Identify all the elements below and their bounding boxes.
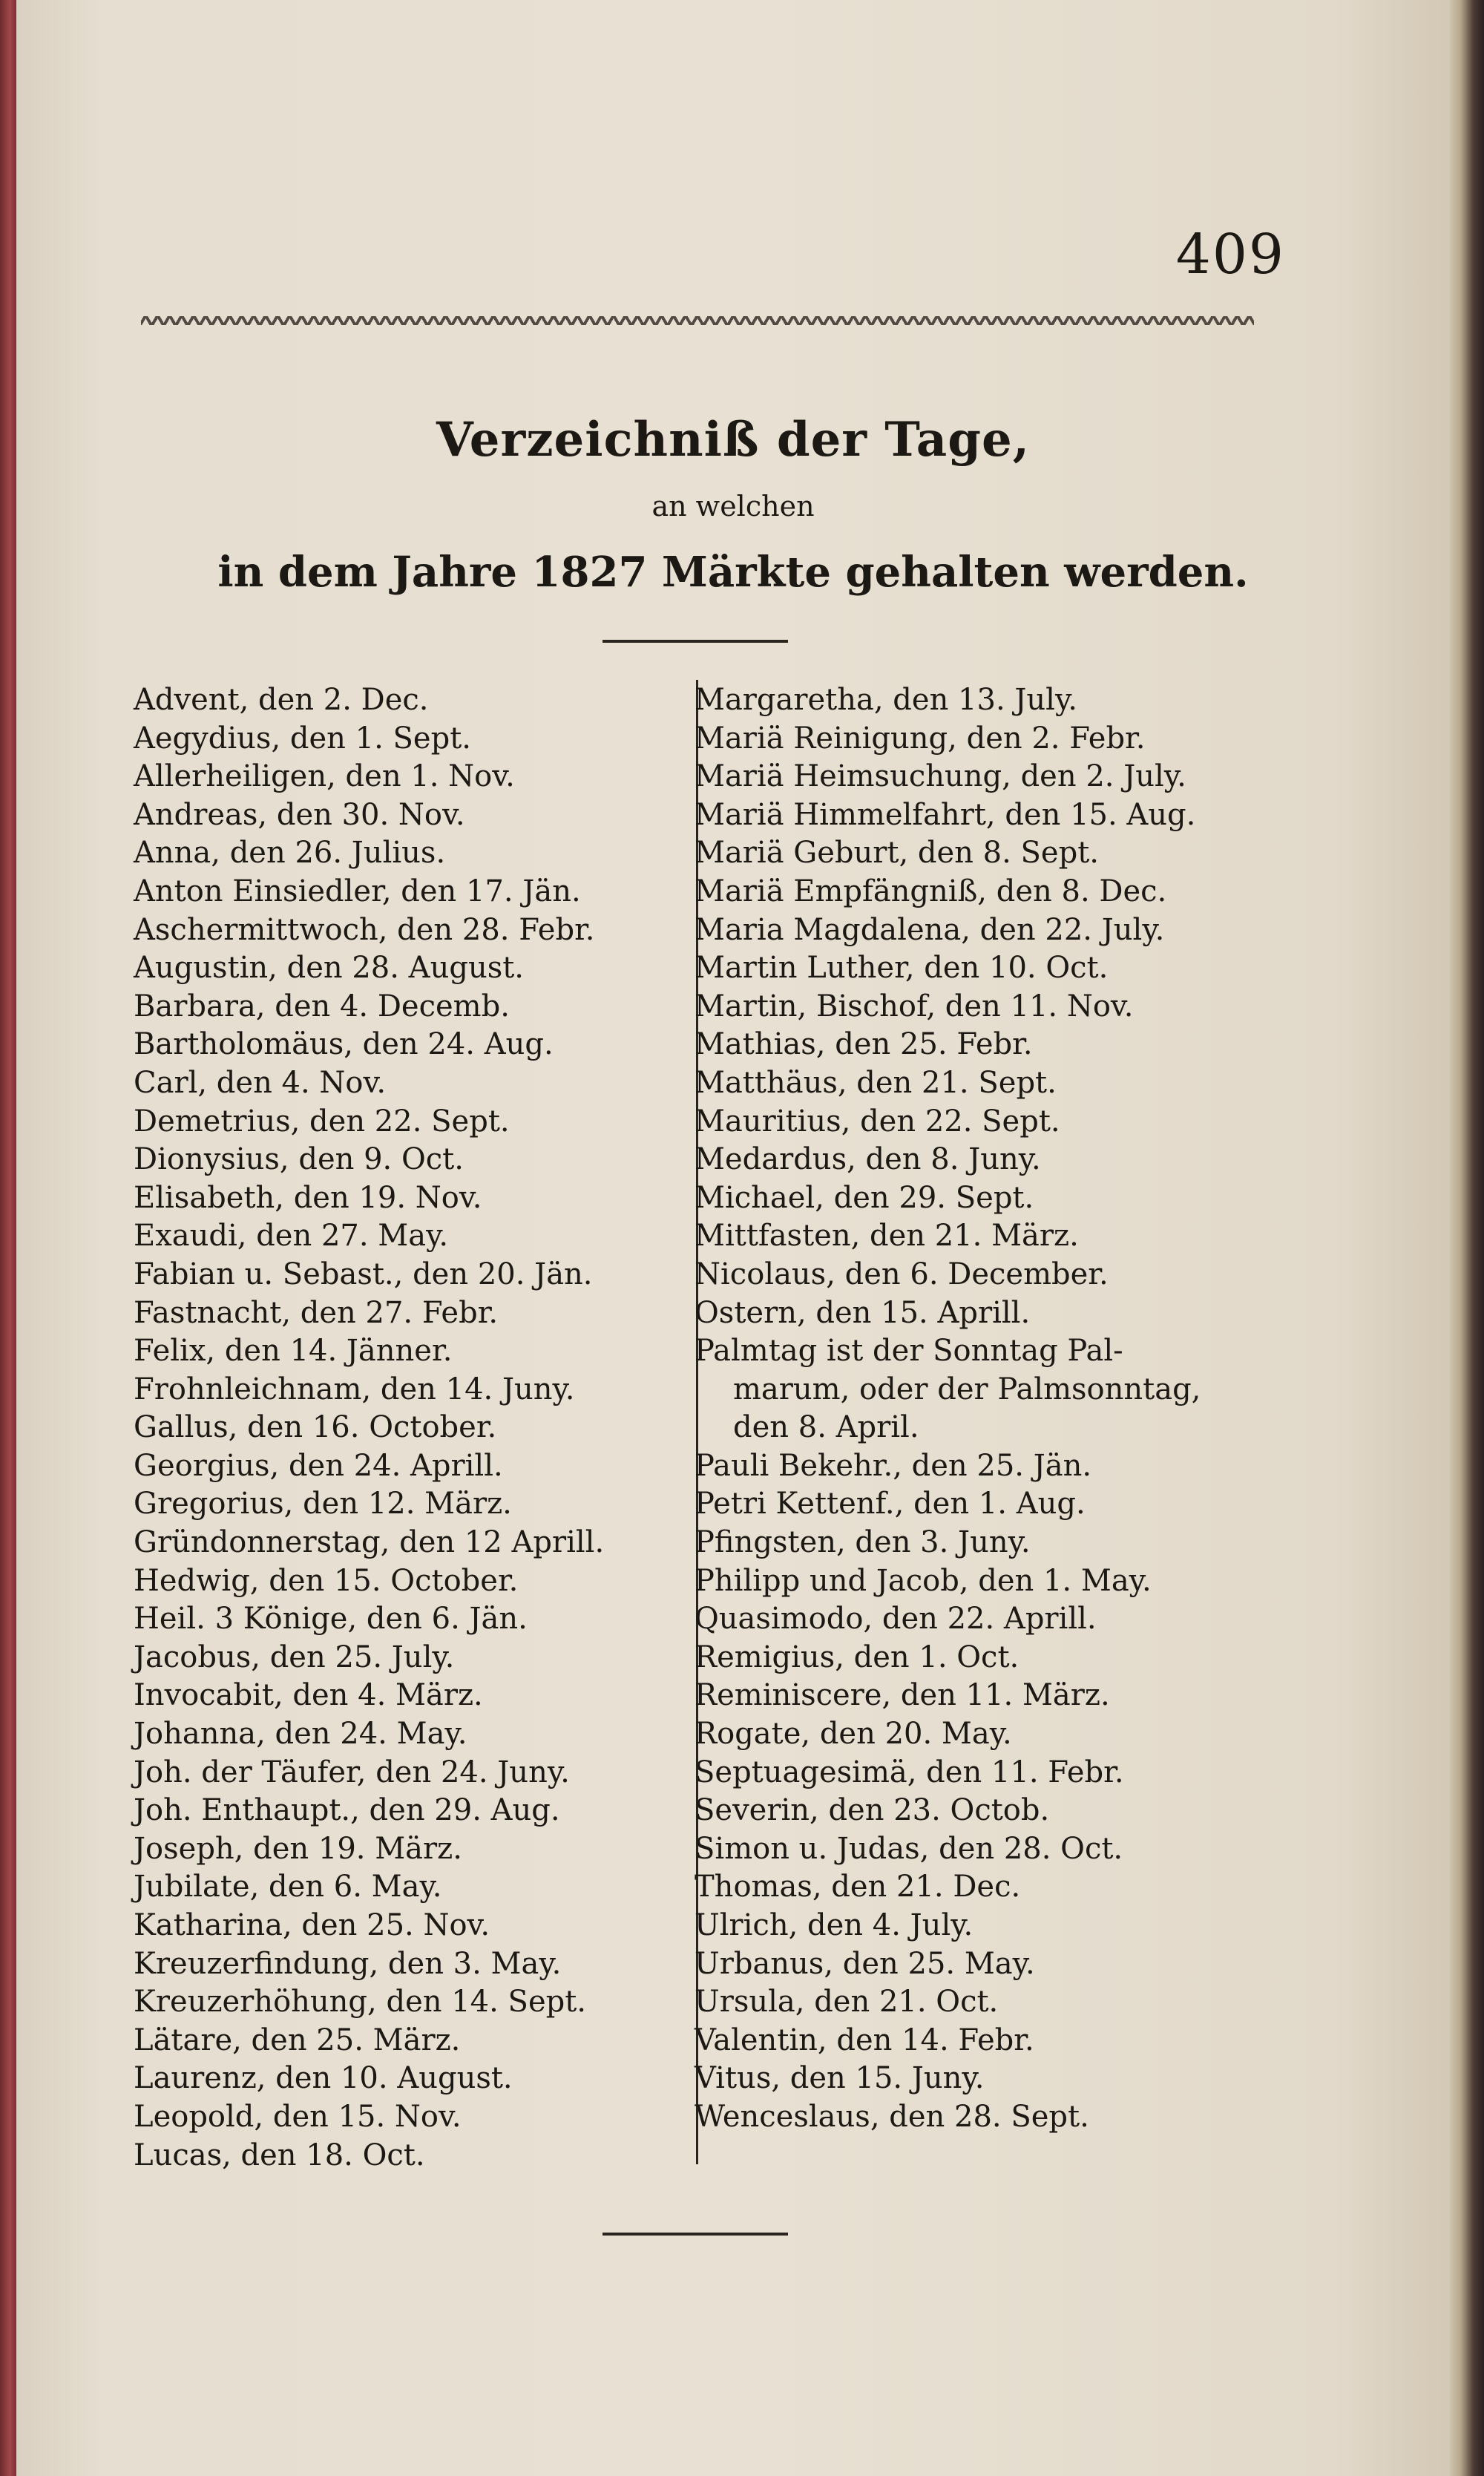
list-item: Simon u. Judas, den 28. Oct. bbox=[695, 1831, 1123, 1866]
list-item: Palmtag ist der Sonntag Pal- bbox=[695, 1334, 1123, 1369]
list-item: Georgius, den 24. Aprill. bbox=[134, 1448, 503, 1483]
list-item: Gregorius, den 12. März. bbox=[134, 1487, 512, 1522]
list-item: Remigius, den 1. Oct. bbox=[695, 1640, 1020, 1674]
title-divider-rule bbox=[603, 640, 788, 643]
list-item: Hedwig, den 15. October. bbox=[134, 1563, 519, 1598]
list-item: Joh. der Täufer, den 24. Juny. bbox=[134, 1755, 570, 1789]
list-item: Ursula, den 21. Oct. bbox=[695, 1985, 999, 2020]
list-item: Lucas, den 18. Oct. bbox=[134, 2138, 425, 2172]
list-item: Katharina, den 25. Nov. bbox=[134, 1908, 490, 1942]
left-column-list bbox=[134, 681, 683, 2175]
list-item: Joh. Enthaupt., den 29. Aug. bbox=[134, 1793, 560, 1828]
list-item: Mariä Himmelfahrt, den 15. Aug. bbox=[695, 797, 1196, 832]
decorative-border-rule bbox=[141, 310, 1254, 331]
book-cover-edge bbox=[0, 0, 16, 2476]
list-item: Mathias, den 25. Febr. bbox=[695, 1027, 1033, 1062]
list-item: Lätare, den 25. März. bbox=[134, 2023, 461, 2057]
list-item: Anton Einsiedler, den 17. Jän. bbox=[134, 874, 581, 908]
list-item: Jubilate, den 6. May. bbox=[134, 1870, 442, 1905]
right-column-list bbox=[695, 681, 1258, 2137]
list-item: Barbara, den 4. Decemb. bbox=[134, 989, 510, 1024]
list-item: Martin, Bischof, den 11. Nov. bbox=[695, 989, 1134, 1024]
book-page bbox=[16, 0, 1450, 2476]
list-item: Quasimodo, den 22. Aprill. bbox=[695, 1602, 1097, 1637]
list-item: Matthäus, den 21. Sept. bbox=[695, 1065, 1057, 1100]
list-item: Elisabeth, den 19. Nov. bbox=[134, 1180, 482, 1215]
list-item: Valentin, den 14. Febr. bbox=[695, 2023, 1034, 2057]
list-item: Fastnacht, den 27. Febr. bbox=[134, 1295, 499, 1330]
list-item: Margaretha, den 13. July. bbox=[695, 683, 1077, 717]
list-item: Fabian u. Sebast., den 20. Jän. bbox=[134, 1257, 593, 1291]
list-item: Reminiscere, den 11. März. bbox=[695, 1678, 1110, 1713]
list-item: Vitus, den 15. Juny. bbox=[695, 2061, 985, 2096]
list-item: Augustin, den 28. August. bbox=[134, 951, 525, 986]
list-item: Mittfasten, den 21. März. bbox=[695, 1219, 1079, 1254]
list-item: Thomas, den 21. Dec. bbox=[695, 1870, 1021, 1905]
list-item: Petri Kettenf., den 1. Aug. bbox=[695, 1487, 1086, 1522]
list-item: Martin Luther, den 10. Oct. bbox=[695, 951, 1109, 986]
list-item: den 8. April. bbox=[733, 1410, 919, 1445]
list-item: Philipp und Jacob, den 1. May. bbox=[695, 1563, 1152, 1598]
list-item: Invocabit, den 4. März. bbox=[134, 1678, 483, 1713]
page-subtitle: an welchen bbox=[651, 490, 815, 523]
page-stack-edge bbox=[1450, 0, 1484, 2476]
list-item: Demetrius, den 22. Sept. bbox=[134, 1104, 510, 1139]
list-item: Michael, den 29. Sept. bbox=[695, 1180, 1034, 1215]
list-item: Wenceslaus, den 28. Sept. bbox=[695, 2099, 1089, 2134]
list-item: Laurenz, den 10. August. bbox=[134, 2061, 513, 2096]
list-item: Mariä Geburt, den 8. Sept. bbox=[695, 836, 1099, 871]
page-title: Verzeichniß der Tage, bbox=[436, 412, 1031, 468]
list-item: Dionysius, den 9. Oct. bbox=[134, 1142, 464, 1177]
list-item: Septuagesimä, den 11. Febr. bbox=[695, 1755, 1124, 1789]
list-item: Felix, den 14. Jänner. bbox=[134, 1334, 453, 1369]
list-item: Mariä Reinigung, den 2. Febr. bbox=[695, 721, 1146, 756]
list-item: Allerheiligen, den 1. Nov. bbox=[134, 759, 515, 794]
list-item: Rogate, den 20. May. bbox=[695, 1717, 1012, 1752]
list-item: marum, oder der Palmsonntag, bbox=[733, 1372, 1201, 1406]
list-item: Aschermittwoch, den 28. Febr. bbox=[134, 912, 595, 947]
list-item: Carl, den 4. Nov. bbox=[134, 1065, 387, 1100]
list-item: Andreas, den 30. Nov. bbox=[134, 797, 465, 832]
list-item: Pauli Bekehr., den 25. Jän. bbox=[695, 1448, 1092, 1483]
list-item: Aegydius, den 1. Sept. bbox=[134, 721, 471, 756]
list-item: Bartholomäus, den 24. Aug. bbox=[134, 1027, 554, 1062]
list-item: Nicolaus, den 6. December. bbox=[695, 1257, 1109, 1291]
list-item: Kreuzerfindung, den 3. May. bbox=[134, 1946, 562, 1981]
page-subtitle-2: in dem Jahre 1827 Märkte gehalten werden. bbox=[217, 548, 1249, 597]
list-item: Gründonnerstag, den 12 Aprill. bbox=[134, 1525, 605, 1560]
list-item: Medardus, den 8. Juny. bbox=[695, 1142, 1041, 1177]
list-item: Leopold, den 15. Nov. bbox=[134, 2099, 462, 2134]
list-item: Jacobus, den 25. July. bbox=[134, 1640, 455, 1674]
list-item: Maria Magdalena, den 22. July. bbox=[695, 912, 1165, 947]
list-item: Severin, den 23. Octob. bbox=[695, 1793, 1050, 1828]
list-item: Johanna, den 24. May. bbox=[134, 1717, 467, 1752]
list-item: Mariä Empfängniß, den 8. Dec. bbox=[695, 874, 1167, 908]
list-item: Mauritius, den 22. Sept. bbox=[695, 1104, 1060, 1139]
list-item: Advent, den 2. Dec. bbox=[134, 683, 429, 717]
list-item: Gallus, den 16. October. bbox=[134, 1410, 497, 1445]
list-item: Exaudi, den 27. May. bbox=[134, 1219, 449, 1254]
list-item: Ostern, den 15. Aprill. bbox=[695, 1295, 1031, 1330]
closing-divider-rule bbox=[603, 2233, 788, 2236]
list-item: Heil. 3 Könige, den 6. Jän. bbox=[134, 1602, 528, 1637]
list-item: Anna, den 26. Julius. bbox=[134, 836, 446, 871]
list-item: Pfingsten, den 3. Juny. bbox=[695, 1525, 1031, 1560]
page-number: 409 bbox=[1175, 223, 1285, 286]
list-item: Frohnleichnam, den 14. Juny. bbox=[134, 1372, 575, 1406]
list-item: Mariä Heimsuchung, den 2. July. bbox=[695, 759, 1186, 794]
list-item: Urbanus, den 25. May. bbox=[695, 1946, 1035, 1981]
list-item: Joseph, den 19. März. bbox=[134, 1831, 462, 1866]
list-item: Kreuzerhöhung, den 14. Sept. bbox=[134, 1985, 587, 2020]
list-item: Ulrich, den 4. July. bbox=[695, 1908, 974, 1942]
